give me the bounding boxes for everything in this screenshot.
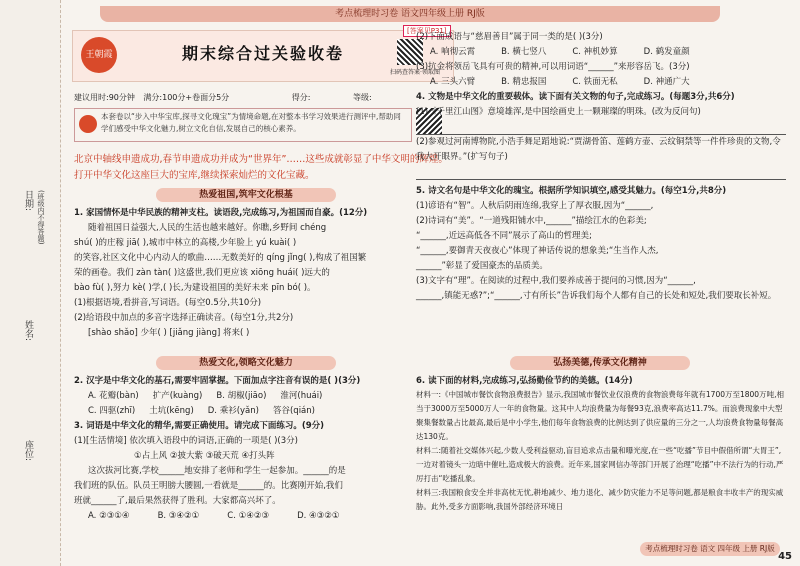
full-score: 满分:100分+卷面分5分 [143, 93, 230, 102]
name-label: 姓名: [23, 320, 33, 342]
q5-sub-2d[interactable]: ______”彰显了爱国豪杰的品质美。 [416, 261, 548, 271]
q2-title: 2. 汉字是中华文化的基石,需要牢固掌握。下面加点字注音有误的是( )(3分) [74, 376, 361, 386]
q3-option-d[interactable]: D. ④③②① [297, 511, 340, 521]
q3-sub2-option-b[interactable]: B. 横七竖八 [501, 47, 547, 57]
title-box [72, 27, 454, 82]
section-2-title: 热爱文化,领略文化魅力 [156, 356, 336, 370]
q3-title: 3. 词语是中华文化的精华,需要正确使用。请完成下面练习。(9分) [74, 421, 325, 431]
q4-title: 4. 文物是中华文化的重要载体。读下面有关文物的句子,完成练习。(每题3分,共6分) [416, 92, 735, 102]
time-limit: 建议用时:90分钟 [74, 93, 135, 102]
q3-words: ①占上风 ②披大紫 ③破天荒 ④打头阵 [134, 451, 275, 461]
q1-line-2[interactable]: shú( )的庄稼 jiā( ),城市中林立的高楼,少年脸上 yú kuài( ) [74, 238, 297, 248]
q3-sub-3: (3)抗金将领岳飞具有可贵的精神,可以用词语“______”来形容岳飞。(3分) [416, 62, 690, 72]
q1-line-5[interactable]: bào fù( ),努力 kè( )学,( )长,为建设祖国的美好未来 pīn bó( )。 [74, 283, 316, 293]
q4-answer-line-2[interactable] [416, 165, 786, 180]
qr-label: 扫码查答案·领取图 [390, 69, 440, 76]
q3-sub-3-options [416, 75, 786, 90]
q3-options [74, 509, 404, 524]
q6-title: 6. 读下面的材料,完成练习,弘扬勤俭节约的美德。(14分) [416, 376, 633, 386]
book-icon [79, 115, 97, 133]
question-6 [416, 374, 786, 514]
points-field[interactable]: 得分: [291, 93, 311, 102]
q3-line-2[interactable]: 我们班的队伍。队员王明膀大腰圆,一看就是______的。比赛刚开始,我们 [74, 481, 343, 491]
q1-line-1[interactable]: 随着祖国日益强大,人民的生活也越来越好。你瞧,乡野间 chéng [88, 223, 327, 233]
q2-option-b2: 淮河(huái) [280, 391, 323, 401]
seat-label: 座位: [23, 440, 33, 462]
q5-sub-1[interactable]: (1)谚语有“智”。人秋后阴雨连绵,我穿上了厚衣服,因为“______, [416, 201, 654, 211]
q2-option-d2: 答谷(qián) [272, 406, 315, 416]
q3-option-c[interactable]: C. ①④②③ [227, 511, 270, 521]
material-3: 材料三:我国粮食安全并非高枕无忧,耕地减少、地力退化、减少防灾能力不足等问题,都是粮食丰收丰产的现实威胁。此外,受多方面影响,我国外部经济环境日 [416, 488, 784, 511]
q3-sub3-option-a[interactable]: A. 三头六臂 [430, 77, 476, 87]
q3-line-3[interactable]: 班就______了,最后果然获得了胜利。大家都高兴坏了。 [74, 496, 281, 506]
q1-line-4[interactable]: 荣的画卷。我们 zàn tàn( )这盛世,我们更应该 xiōng huái( )远大的 [74, 268, 330, 278]
material-1: 材料一:《中国城市餐饮食物浪费报告》显示,我国城市餐饮业仅浪费的食物浪费每年就有1700万至1800万吨,相当于3000万至5000万人一年的食物量。这其中人均浪费量为每餐93克,浪费率高达11.7%。而浪费现象中大型聚集餐数量占比最高,最后是中小学生,他们每年食物浪费的比例达到了供应量的三分之一,人均浪费食物量每餐高达130克。 [416, 390, 784, 441]
logo: 王朝霞 [81, 37, 117, 73]
q3-sub3-option-b[interactable]: B. 精忠报国 [501, 77, 547, 87]
answer-tag: [答案见P31] [403, 25, 451, 37]
q4-sub-1: (1)《千里江山图》意境雄浑,是中国绘画史上一颗璀璨的明珠。(改为反问句) [416, 107, 701, 117]
q3-sub2-option-d[interactable]: D. 鹤发童颜 [643, 47, 690, 57]
intro-box [74, 108, 412, 142]
right-column [410, 8, 790, 560]
q1-choices[interactable]: [shào shǎo] 少年( ) [jiǎng jiàng] 将来( ) [88, 328, 250, 338]
q2-option-c2: 土坑(kēng) [149, 406, 194, 416]
q5-sub-3b[interactable]: ______,镇能无惑?”;“______,寸有所长”告诉我们每个人都有自己的长处和短处,我们要取长补短。 [416, 291, 777, 301]
q2-option-a2: 扩产(kuàng) [152, 391, 203, 401]
q2-options-row-2 [74, 404, 404, 419]
q1-title: 1. 家国情怀是中华民族的精神支柱。读语段,完成练习,为祖国而自豪。(12分) [74, 208, 368, 218]
q3-option-a[interactable]: A. ②③①④ [88, 511, 130, 521]
top-banner: 考点梳理时习卷 语文四年级上册 RJ版 [100, 6, 720, 22]
section-1-title: 热爱祖国,筑牢文化根基 [156, 188, 336, 202]
q3-sub3-option-c[interactable]: C. 铁面无私 [572, 77, 618, 87]
level-field[interactable]: 等级: [352, 93, 372, 102]
class-note: (班级内不得答题) [37, 190, 45, 245]
q5-title: 5. 诗文名句是中华文化的瑰宝。根据所学知识填空,感受其魅力。(每空1分,共8分) [416, 186, 727, 196]
q2-option-c[interactable]: C. 四驱(zhī) [88, 406, 136, 416]
page-title: 期末综合过关验收卷 [181, 44, 344, 63]
q3-sub-2: (2)下面成语与“慈眉善目”属于同一类的是( )(3分) [416, 32, 603, 42]
q3-line-1[interactable]: 这次拔河比赛,学校______地安排了老师和学生一起参加。______的是 [88, 466, 346, 476]
q2-option-d[interactable]: D. 乘衫(yǎn) [207, 406, 259, 416]
section-3-title: 弘扬美德,传承文化精神 [510, 356, 690, 370]
question-1 [74, 206, 404, 341]
lead-paragraph: 北京中轴线申遗成功,春节申遗成功并成为“世界年”……这些成就彰显了中华文明的辉煌。打开中华文化这座巨大的宝库,继续探索灿烂的文化宝藏。 [74, 154, 448, 181]
q3-sub2-option-a[interactable]: A. 响彻云霄 [430, 47, 476, 57]
q3-sub-1: (1)[生活情境] 依次填入语段中的词语,正确的一项是( )(3分) [74, 436, 298, 446]
question-3-continued [416, 30, 786, 304]
intro-text: 本套卷以“步入中华宝库,探寻文化瑰宝”为情境命题,在对整本书学习效果进行测评中,帮助同学们感受中华文化魅力,树立文化自信,发展自己的核心素养。 [101, 112, 401, 133]
footer-strip: 考点梳理时习卷 语文 四年级 上册 RJ版 [640, 542, 780, 556]
q3-option-b[interactable]: B. ③④②① [157, 511, 200, 521]
q3-sub3-option-d[interactable]: D. 神通广大 [643, 77, 690, 87]
date-label: 日期: [23, 190, 33, 212]
page-number: 45 [778, 551, 792, 562]
q2-options-row-1 [74, 389, 404, 404]
material-2: 材料二:随着社交媒体兴起,少数人受利益驱动,盲目追求点击量和曝光度,在一些“吃播”节目中假借所谓“大胃王”,一边对着镜头一边暗中催吐,造成极大的浪费。近年来,国家网信办等部门开展了治理“吃播”中不法行为的行动,严厉打击“吃播乱象。 [416, 446, 784, 483]
q2-option-a[interactable]: A. 花瓣(bàn) [88, 391, 139, 401]
q5-sub-2b[interactable]: “______,近远高低各不同”展示了高山的哲理美; [416, 231, 592, 241]
exam-meta [74, 92, 454, 103]
q5-sub-2c[interactable]: “______,要御青天夜夜心”体现了神话传说的想象美;“生当作人杰, [416, 246, 659, 256]
q1-sub-1: (1)根据语境,看拼音,写词语。(每空0.5分,共10分) [74, 298, 262, 308]
q1-line-3[interactable]: 的笑容,社区文化中心内动人的歌曲……无数美好的 qíng jǐng( ),构成了祖国繁 [74, 253, 367, 263]
question-2 [74, 374, 404, 524]
q4-sub-2: (2)参观过河南博物院,小浩手舞足蹈地说:“贾湖骨笛、莲鹤方壶、云纹铜禁等一件件珍贵的文物,令我大开眼界。”(扩写句子) [416, 137, 781, 162]
q3-sub-2-options [416, 45, 786, 60]
q5-sub-2[interactable]: (2)诗词有“美”。“一道残阳铺水中,______”描绘江水的色彩美; [416, 216, 647, 226]
q1-sub-2: (2)给语段中加点的多音字选择正确读音。(每空1分,共2分) [74, 313, 294, 323]
left-margin [0, 0, 61, 566]
q3-sub2-option-c[interactable]: C. 神机妙算 [572, 47, 618, 57]
q5-sub-3[interactable]: (3)文字有“理”。在阅读的过程中,我们要养成善于提问的习惯,因为“______, [416, 276, 696, 286]
q2-option-b[interactable]: B. 胡椒(jiāo) [216, 391, 267, 401]
q4-answer-line-1[interactable] [416, 120, 786, 135]
